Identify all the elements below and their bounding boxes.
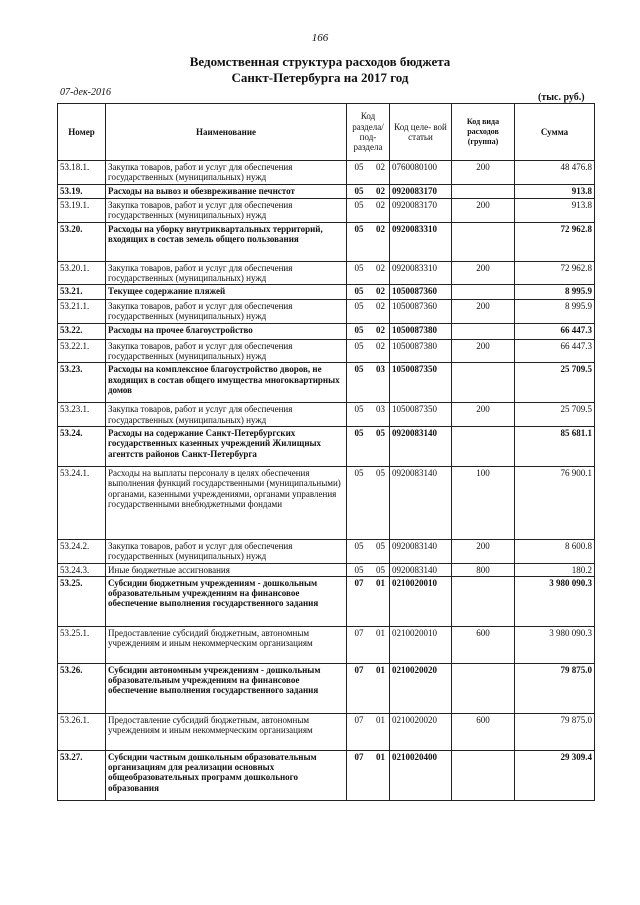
header-article: Код целе- вой статьи <box>390 104 452 161</box>
row-section-code: 05 <box>354 186 364 196</box>
row-section-code: 05 <box>354 162 364 172</box>
row-subsection-code: 01 <box>376 714 385 725</box>
row-sum: 25 709.5 <box>515 403 595 427</box>
row-expense-type: 200 <box>452 161 515 185</box>
row-article: 0920083310 <box>390 222 452 261</box>
table-row <box>58 539 595 563</box>
table-row <box>58 576 595 626</box>
page-number: 166 <box>311 32 329 44</box>
row-subsection-code: 05 <box>376 564 385 575</box>
row-subsection-code: 05 <box>376 427 385 438</box>
row-subsection-code: 05 <box>376 467 385 478</box>
row-section <box>347 161 390 185</box>
row-subsection-code: 02 <box>376 324 385 335</box>
table-row <box>58 261 595 285</box>
row-sum: 72 962.8 <box>515 222 595 261</box>
table-row <box>58 185 595 199</box>
title-line-1: Ведомственная структура расходов бюджета <box>189 54 451 69</box>
row-subsection-code: 05 <box>376 540 385 551</box>
row-name: Расходы на уборку внутриквартальных территорий, входящих в состав земель общего пользования <box>106 222 347 261</box>
row-name: Иные бюджетные ассигнования <box>106 563 347 576</box>
row-name: Текущее содержание пляжей <box>106 285 347 300</box>
row-name: Закупка товаров, работ и услуг для обеспечения государственных (муниципальных) нужд <box>106 199 347 223</box>
row-section <box>347 663 390 713</box>
row-section <box>347 626 390 663</box>
row-expense-type <box>452 285 515 300</box>
row-article: 0210020400 <box>390 750 452 800</box>
row-sum: 8 995.9 <box>515 300 595 324</box>
row-section <box>347 576 390 626</box>
row-number: 53.23. <box>58 363 106 403</box>
row-number: 53.26.1. <box>58 713 106 750</box>
row-number: 53.21.1. <box>58 300 106 324</box>
table-row <box>58 663 595 713</box>
row-article: 0920083310 <box>390 261 452 285</box>
row-number: 53.20. <box>58 222 106 261</box>
row-article: 0920083170 <box>390 199 452 223</box>
row-section <box>347 261 390 285</box>
row-subsection-code: 01 <box>376 751 385 762</box>
row-section <box>347 426 390 466</box>
table-row <box>58 363 595 403</box>
row-section-code: 07 <box>354 751 364 762</box>
row-expense-type: 200 <box>452 403 515 427</box>
row-sum: 8 995.9 <box>515 285 595 300</box>
row-sum: 180.2 <box>515 563 595 576</box>
row-number: 53.25.1. <box>58 626 106 663</box>
table-row <box>58 403 595 427</box>
row-expense-type: 200 <box>452 300 515 324</box>
row-section-code: 05 <box>354 404 364 415</box>
row-section <box>347 713 390 750</box>
row-expense-type <box>452 663 515 713</box>
row-name: Закупка товаров, работ и услуг для обеспечения государственных (муниципальных) нужд <box>106 261 347 285</box>
row-number: 53.22.1. <box>58 339 106 363</box>
row-name: Закупка товаров, работ и услуг для обеспечения государственных (муниципальных) нужд <box>106 161 347 185</box>
row-name: Закупка товаров, работ и услуг для обеспечения государственных (муниципальных) нужд <box>106 339 347 363</box>
row-name: Субсидии автономным учреждениям - дошкольным образовательным учреждениям на финансовое обеспечение выполнения государственного задания <box>106 663 347 713</box>
row-number: 53.24.3. <box>58 563 106 576</box>
row-sum: 913.8 <box>515 199 595 223</box>
row-name: Предоставление субсидий бюджетным, автономным учреждениям и иным некоммерческим организациям <box>106 626 347 663</box>
row-sum: 79 875.0 <box>515 663 595 713</box>
row-section-code: 05 <box>354 200 364 210</box>
row-number: 53.24. <box>58 426 106 466</box>
row-article: 0210020010 <box>390 576 452 626</box>
row-expense-type: 200 <box>452 199 515 223</box>
document-title <box>0 54 640 86</box>
row-article: 1050087360 <box>390 300 452 324</box>
units-label: (тыс. руб.) <box>538 92 585 103</box>
title-line-2: Санкт-Петербурга на 2017 год <box>231 70 409 85</box>
row-section <box>347 323 390 339</box>
row-section <box>347 300 390 324</box>
table-row <box>58 750 595 800</box>
row-section <box>347 563 390 576</box>
row-sum: 25 709.5 <box>515 363 595 403</box>
row-expense-type <box>452 185 515 199</box>
row-section-code: 05 <box>354 564 364 575</box>
header-expense-type: Код вида расходов (группа) <box>452 104 515 161</box>
table-header-row <box>58 104 595 161</box>
row-section-code: 05 <box>354 364 364 375</box>
row-number: 53.26. <box>58 663 106 713</box>
row-name: Расходы на вывоз и обезвреживание печнстот <box>106 185 347 199</box>
row-section-code: 05 <box>354 340 364 351</box>
row-number: 53.19.1. <box>58 199 106 223</box>
row-name: Расходы на содержание Санкт-Петербургских государственных казенных учреждений Жилищных агентств районов Санкт-Петербурга <box>106 426 347 466</box>
row-section-code: 05 <box>354 262 364 273</box>
row-name: Закупка товаров, работ и услуг для обеспечения государственных (муниципальных) нужд <box>106 539 347 563</box>
row-subsection-code: 03 <box>376 364 385 375</box>
row-expense-type <box>452 426 515 466</box>
row-section <box>347 363 390 403</box>
row-article: 0920083140 <box>390 466 452 539</box>
row-number: 53.24.2. <box>58 539 106 563</box>
row-number: 53.21. <box>58 285 106 300</box>
row-number: 53.24.1. <box>58 466 106 539</box>
row-article: 0920083170 <box>390 185 452 199</box>
row-article: 0920083140 <box>390 426 452 466</box>
header-sum: Сумма <box>515 104 595 161</box>
row-subsection-code: 03 <box>376 404 385 415</box>
row-article: 1050087360 <box>390 285 452 300</box>
row-sum: 72 962.8 <box>515 261 595 285</box>
row-subsection-code: 02 <box>376 262 385 273</box>
row-number: 53.22. <box>58 323 106 339</box>
row-section <box>347 750 390 800</box>
row-sum: 48 476.8 <box>515 161 595 185</box>
row-section-code: 05 <box>354 223 364 234</box>
row-number: 53.19. <box>58 185 106 199</box>
row-expense-type: 800 <box>452 563 515 576</box>
row-sum: 3 980 090.3 <box>515 626 595 663</box>
table-row <box>58 222 595 261</box>
row-name: Закупка товаров, работ и услуг для обеспечения государственных (муниципальных) нужд <box>106 403 347 427</box>
row-article: 0920083140 <box>390 563 452 576</box>
row-section <box>347 403 390 427</box>
row-subsection-code: 02 <box>376 223 385 234</box>
table-row <box>58 426 595 466</box>
row-sum: 66 447.3 <box>515 339 595 363</box>
row-expense-type <box>452 363 515 403</box>
row-article: 0210020020 <box>390 663 452 713</box>
budget-table <box>57 103 595 801</box>
table-row <box>58 199 595 223</box>
row-name: Субсидии бюджетным учреждениям - дошкольным образовательным учреждениям на финансовое обеспечение выполнения государственного задания <box>106 576 347 626</box>
table-row <box>58 339 595 363</box>
row-section-code: 07 <box>354 627 364 638</box>
row-subsection-code: 01 <box>376 627 385 638</box>
row-subsection-code: 01 <box>376 577 385 588</box>
row-name: Субсидии частным дошкольным образовательным организациям для реализации основных общеобразовательных программ дошкольного образования <box>106 750 347 800</box>
row-article: 0760080100 <box>390 161 452 185</box>
table-row <box>58 300 595 324</box>
row-section-code: 05 <box>354 427 364 438</box>
row-expense-type: 600 <box>452 713 515 750</box>
row-section <box>347 199 390 223</box>
row-section-code: 07 <box>354 664 364 675</box>
table-row <box>58 626 595 663</box>
row-number: 53.18.1. <box>58 161 106 185</box>
header-section: Код раздела/ под- раздела <box>347 104 390 161</box>
row-section <box>347 339 390 363</box>
row-article: 1050087350 <box>390 363 452 403</box>
row-name: Расходы на прочее благоустройство <box>106 323 347 339</box>
row-subsection-code: 02 <box>376 340 385 351</box>
row-expense-type: 100 <box>452 466 515 539</box>
row-section <box>347 466 390 539</box>
row-expense-type <box>452 323 515 339</box>
row-sum: 3 980 090.3 <box>515 576 595 626</box>
row-name: Расходы на комплексное благоустройство дворов, не входящих в состав общего имущества многоквартирных домов <box>106 363 347 403</box>
row-article: 1050087380 <box>390 339 452 363</box>
row-number: 53.20.1. <box>58 261 106 285</box>
row-sum: 8 600.8 <box>515 539 595 563</box>
row-subsection-code: 02 <box>376 301 385 312</box>
table-row <box>58 161 595 185</box>
table-row <box>58 285 595 300</box>
row-article: 0210020020 <box>390 713 452 750</box>
row-section <box>347 185 390 199</box>
row-expense-type <box>452 750 515 800</box>
row-section-code: 05 <box>354 286 364 297</box>
row-sum: 66 447.3 <box>515 323 595 339</box>
row-sum: 29 309.4 <box>515 750 595 800</box>
row-section-code: 05 <box>354 324 364 335</box>
row-section-code: 07 <box>354 577 364 588</box>
row-article: 0210020010 <box>390 626 452 663</box>
row-article: 0920083140 <box>390 539 452 563</box>
row-subsection-code: 02 <box>376 186 385 196</box>
row-expense-type: 200 <box>452 539 515 563</box>
table-row <box>58 323 595 339</box>
row-article: 1050087350 <box>390 403 452 427</box>
row-subsection-code: 02 <box>376 200 385 210</box>
header-name: Наименование <box>106 104 347 161</box>
row-section-code: 05 <box>354 301 364 312</box>
table-row <box>58 563 595 576</box>
row-section <box>347 222 390 261</box>
row-section-code: 07 <box>354 714 364 725</box>
row-section <box>347 285 390 300</box>
row-sum: 76 900.1 <box>515 466 595 539</box>
header-number: Номер <box>58 104 106 161</box>
row-section-code: 05 <box>354 467 364 478</box>
row-sum: 913.8 <box>515 185 595 199</box>
row-expense-type: 600 <box>452 626 515 663</box>
document-date: 07-дек-2016 <box>60 87 111 98</box>
row-article: 1050087380 <box>390 323 452 339</box>
row-expense-type <box>452 576 515 626</box>
row-number: 53.23.1. <box>58 403 106 427</box>
row-sum: 85 681.1 <box>515 426 595 466</box>
row-expense-type: 200 <box>452 339 515 363</box>
row-name: Закупка товаров, работ и услуг для обеспечения государственных (муниципальных) нужд <box>106 300 347 324</box>
row-number: 53.27. <box>58 750 106 800</box>
row-expense-type <box>452 222 515 261</box>
row-expense-type: 200 <box>452 261 515 285</box>
table-row <box>58 713 595 750</box>
row-subsection-code: 01 <box>376 664 385 675</box>
row-number: 53.25. <box>58 576 106 626</box>
row-section-code: 05 <box>354 540 364 551</box>
row-section <box>347 539 390 563</box>
row-sum: 79 875.0 <box>515 713 595 750</box>
row-name: Расходы на выплаты персоналу в целях обеспечения выполнения функций государственными (муниципальными) органами, казенными учреждениями, органами управления государственными внебюджетными фондами <box>106 466 347 539</box>
row-subsection-code: 02 <box>376 162 385 172</box>
table-row <box>58 466 595 539</box>
row-subsection-code: 02 <box>376 286 385 297</box>
row-name: Предоставление субсидий бюджетным, автономным учреждениям и иным некоммерческим организациям <box>106 713 347 750</box>
